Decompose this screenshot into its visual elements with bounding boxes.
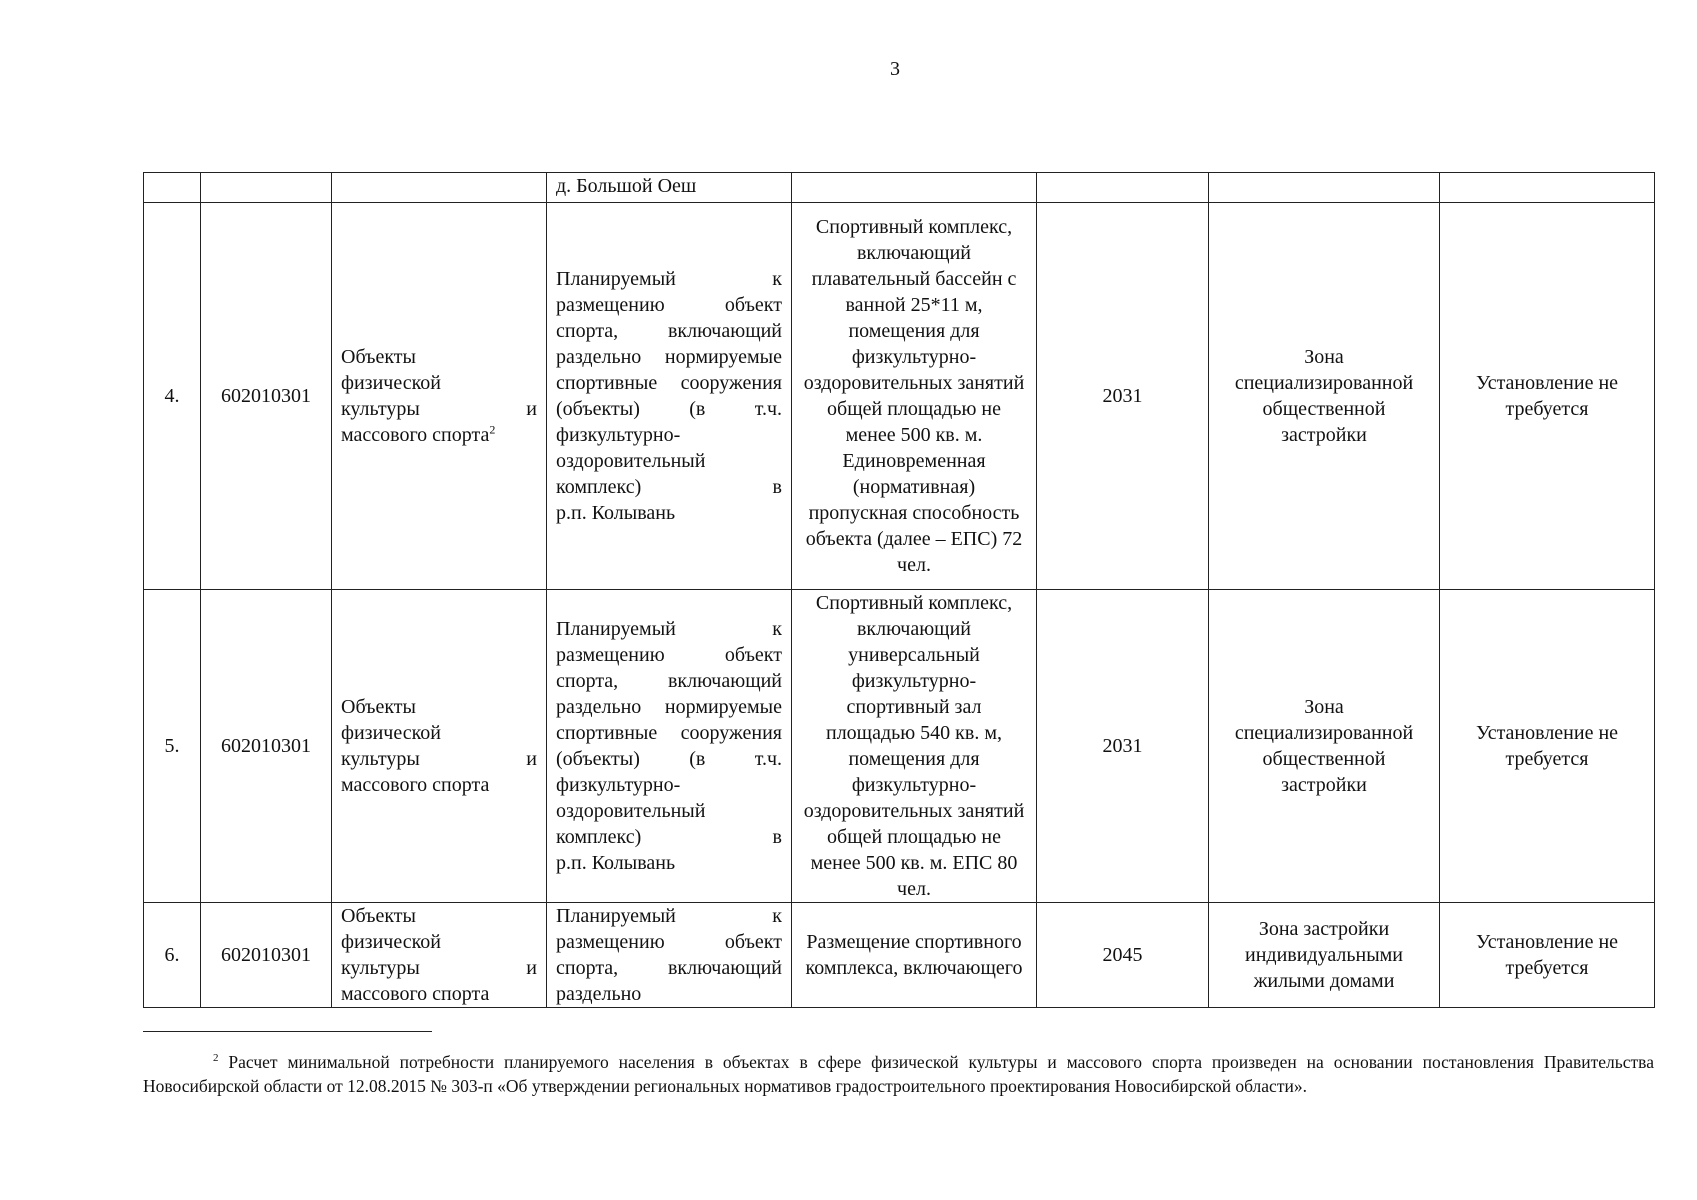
table-row — [144, 203, 1655, 590]
cell-zone — [1209, 173, 1440, 203]
object-type-word: культуры — [341, 398, 420, 420]
object-zone: Зона специализированной общественной застройки — [1209, 203, 1440, 590]
page-number: 3 — [890, 58, 900, 80]
object-type-line: массового спорта — [341, 983, 490, 1005]
object-year: 2045 — [1037, 903, 1209, 1008]
footnote-text: Расчет минимальной потребности планируемого населения в объектах в сфере физической культуры и массового спорта произведен на основании постановления Правительства Новосибирской области от 12.08.2015 № 303-п «Об утверждении региональных нормативов градостроительного проектирования Новосибирской области». — [143, 1052, 1654, 1096]
table-row-continuation — [144, 173, 1655, 203]
object-name-main: Планируемый к размещению объект спорта, включающий раздельно нормируемые спортивные сооружения (объекты) (в т.ч. физкультурно-оздоровительный комплекс) в — [556, 268, 782, 498]
object-name — [547, 903, 792, 1008]
row-number: 6. — [144, 903, 201, 1008]
object-type-line: Объекты — [341, 696, 416, 718]
object-type-word: и — [526, 957, 537, 979]
object-requirement: Установление не требуется — [1440, 590, 1655, 903]
object-year: 2031 — [1037, 203, 1209, 590]
object-name-main: Планируемый к размещению объект спорта, включающий раздельно нормируемые спортивные сооружения (объекты) (в т.ч. физкультурно-оздоровительный комплекс) в — [556, 618, 782, 848]
object-code: 602010301 — [201, 903, 332, 1008]
object-type-word: и — [526, 398, 537, 420]
object-code: 602010301 — [201, 590, 332, 903]
cell-requirement — [1440, 173, 1655, 203]
object-type-line: физической — [341, 722, 441, 744]
objects-table — [143, 172, 1655, 1008]
object-description: Размещение спортивного комплекса, включающего — [792, 903, 1037, 1008]
object-requirement: Установление не требуется — [1440, 903, 1655, 1008]
object-type — [332, 903, 547, 1008]
object-type-word: культуры — [341, 748, 420, 770]
object-code: 602010301 — [201, 203, 332, 590]
object-description: Спортивный комплекс, включающий универсальный физкультурно-спортивный зал площадью 540 кв. м, помещения для физкультурно-оздоровительных занятий общей площадью не менее 500 кв. м. ЕПС 80 чел. — [792, 590, 1037, 903]
object-type-line — [341, 746, 537, 772]
object-name — [547, 203, 792, 590]
object-name-location: р.п. Колывань — [556, 852, 676, 874]
footnote — [143, 1050, 1654, 1098]
footnote-ref[interactable]: 2 — [489, 422, 496, 437]
object-type — [332, 590, 547, 903]
cell-year — [1037, 173, 1209, 203]
cell-type — [332, 173, 547, 203]
footnote-separator — [143, 1031, 432, 1032]
object-requirement: Установление не требуется — [1440, 203, 1655, 590]
object-type-line — [341, 955, 537, 981]
object-type-line: физической — [341, 372, 441, 394]
cell-num — [144, 173, 201, 203]
object-name-main: Планируемый к размещению объект спорта, включающий раздельно — [556, 905, 782, 1005]
object-type-line: Объекты — [341, 346, 416, 368]
cell-name: д. Большой Оеш — [547, 173, 792, 203]
object-type-word: и — [526, 748, 537, 770]
object-type-line: массового спорта — [341, 774, 490, 796]
table-row — [144, 590, 1655, 903]
object-name-location: р.п. Колывань — [556, 502, 676, 524]
row-number: 5. — [144, 590, 201, 903]
object-zone: Зона застройки индивидуальными жилыми домами — [1209, 903, 1440, 1008]
object-name — [547, 590, 792, 903]
object-type-last: массового спорта — [341, 424, 490, 446]
object-type — [332, 203, 547, 590]
cell-code — [201, 173, 332, 203]
object-type-word: культуры — [341, 957, 420, 979]
object-zone: Зона специализированной общественной застройки — [1209, 590, 1440, 903]
object-description: Спортивный комплекс, включающий плавательный бассейн с ванной 25*11 м, помещения для физкультурно-оздоровительных занятий общей площадью не менее 500 кв. м. Единовременная (нормативная) пропускная способность объекта (далее – ЕПС) 72 чел. — [792, 203, 1037, 590]
object-type-line — [341, 396, 537, 422]
table-row — [144, 903, 1655, 1008]
footnote-marker: 2 — [213, 1052, 219, 1065]
object-year: 2031 — [1037, 590, 1209, 903]
object-type-line: Объекты — [341, 905, 416, 927]
object-type-line: физической — [341, 931, 441, 953]
object-type-line — [341, 422, 537, 448]
cell-description — [792, 173, 1037, 203]
row-number: 4. — [144, 203, 201, 590]
